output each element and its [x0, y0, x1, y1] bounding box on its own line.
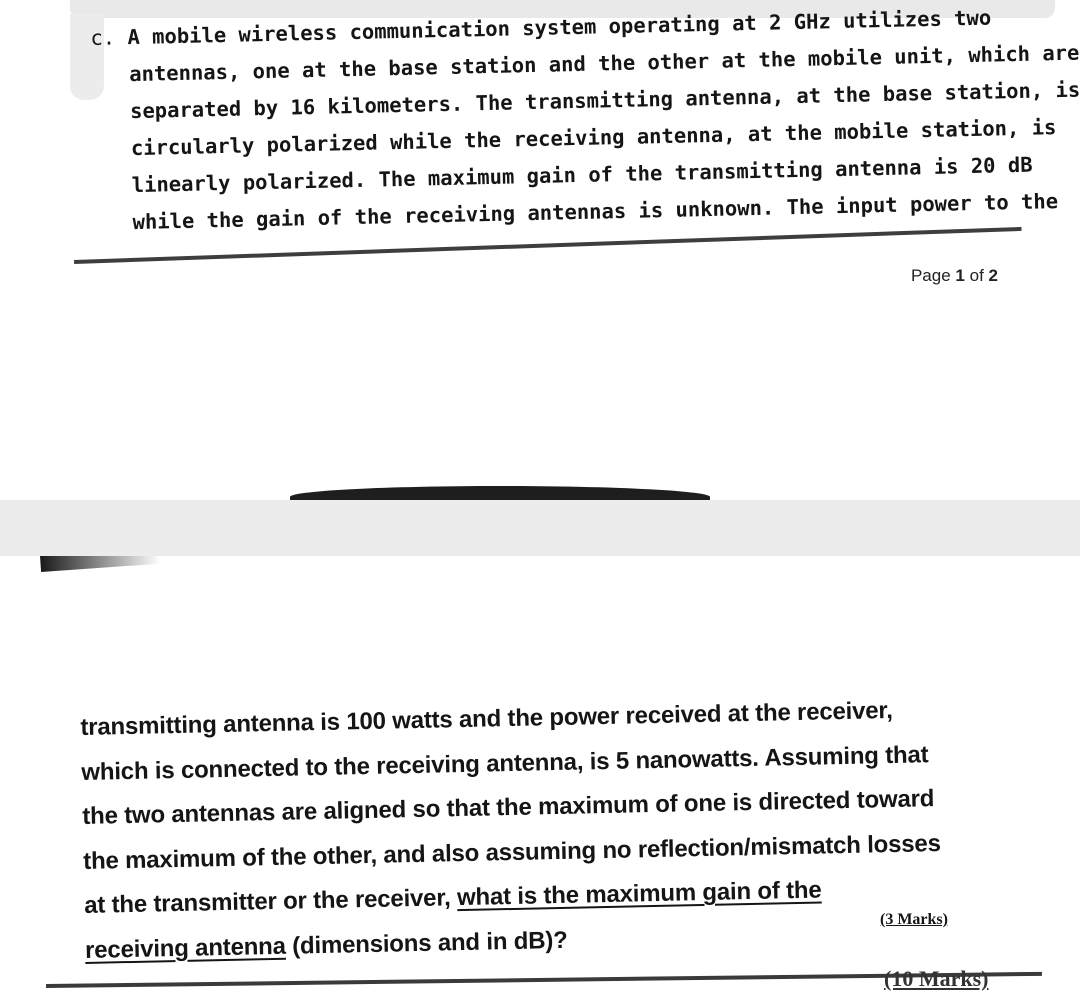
continued-line-2: which is connected to the receiving antenna, is 5 nanowatts. Assuming that — [81, 740, 929, 786]
question-c-continued — [80, 687, 995, 973]
question-line-2: antennas, one at the base station and the other at the mobile unit, which are — [128, 40, 1080, 87]
question-highlight: what is the maximum gain of the — [456, 876, 822, 912]
question-line-5: linearly polarized. The maximum gain of the transmitting antenna is 20 dB — [131, 152, 1033, 198]
question-c-text — [90, 0, 1080, 242]
question-highlight-end: receiving antenna — [84, 932, 287, 964]
question-line-4: circularly polarized while the receiving antenna, at the mobile station, is — [130, 115, 1057, 161]
page-2-top-section — [0, 556, 1080, 994]
continued-line-4: the maximum of the other, and also assuming no reflection/mismatch losses — [82, 829, 941, 875]
scan-shadow — [290, 486, 710, 500]
continued-line-6: receiving antenna (dimensions and in dB)? — [84, 926, 568, 964]
part-marks: (3 Marks) — [880, 911, 948, 928]
total-marks: (10 Marks) — [884, 966, 989, 991]
continued-line-3: the two antennas are aligned so that the maximum of one is directed toward — [82, 785, 935, 830]
continued-line-1: transmitting antenna is 100 watts and the power received at the receiver, — [80, 696, 893, 741]
page-number: Page 1 of 2 — [910, 266, 998, 285]
question-line-3: separated by 16 kilometers. The transmitting antenna, at the base station, is — [129, 77, 1080, 124]
continued-line-5: at the transmitter or the receiver, what is the maximum gain of the — [83, 876, 822, 919]
scan-corner-shadow — [40, 556, 161, 572]
question-line-1: c. A mobile wireless communication system operating at 2 GHz utilizes two — [90, 5, 992, 50]
page-gap — [0, 500, 1080, 556]
question-label: c. — [90, 25, 116, 50]
question-line-6: while the gain of the receiving antennas is unknown. The input power to the — [132, 189, 1059, 235]
